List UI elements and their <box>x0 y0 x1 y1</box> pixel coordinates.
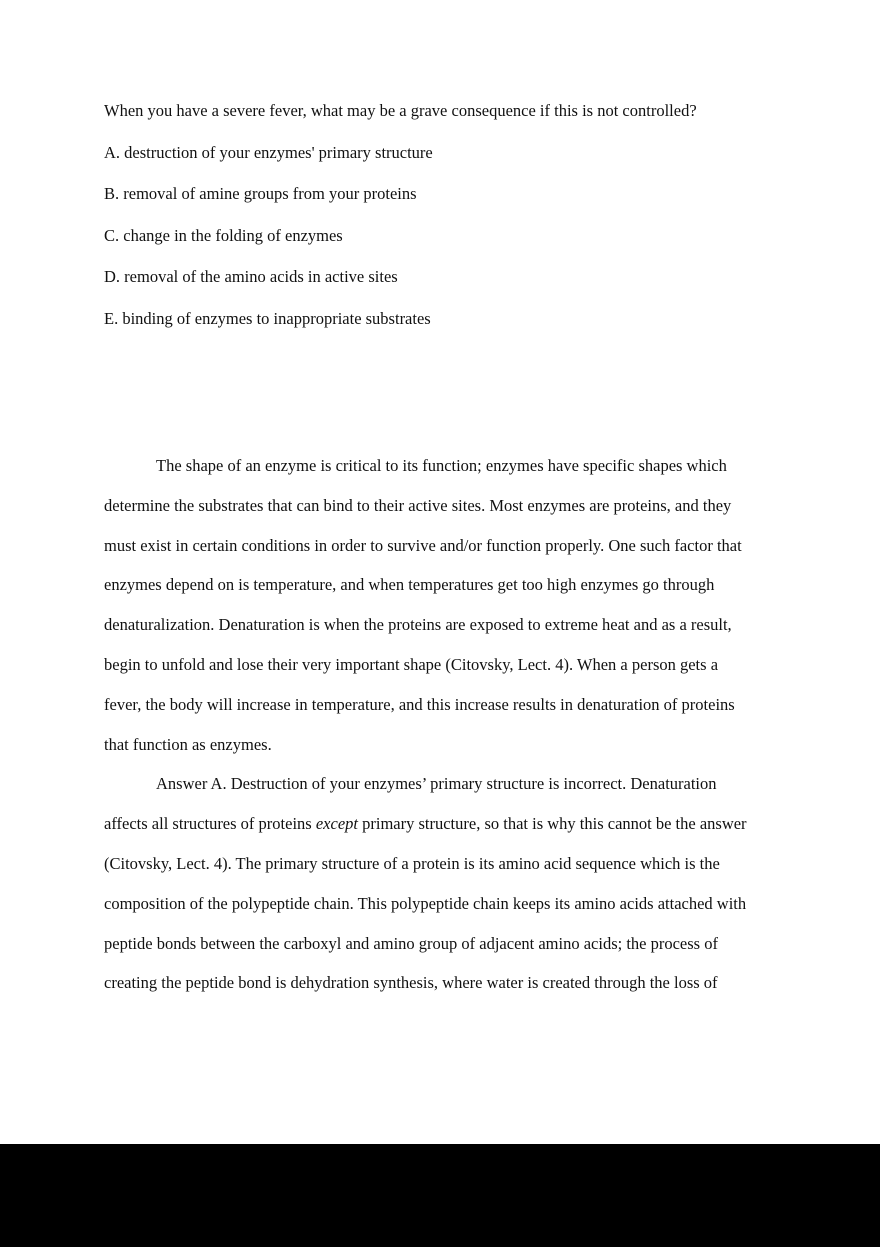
paragraph-line: denaturalization. Denaturation is when the proteins are exposed to extreme heat and as a result, <box>104 615 732 635</box>
paragraph-line: fever, the body will increase in temperature, and this increase results in denaturation of proteins <box>104 694 735 714</box>
paragraph-line: The shape of an enzyme is critical to its function; enzymes have specific shapes which <box>156 456 727 475</box>
text-run: primary structure, so that is why this cannot be the answer <box>357 814 747 834</box>
question-block <box>104 101 804 350</box>
essay-body <box>104 456 784 1013</box>
question-prompt: When you have a severe fever, what may be a grave consequence if this is not controlled? <box>104 101 697 120</box>
option-c: C. change in the folding of enzymes <box>104 225 343 245</box>
paragraph-line: peptide bonds between the carboxyl and amino group of adjacent amino acids; the process of <box>104 933 718 953</box>
paragraph-line: must exist in certain conditions in order to survive and/or function properly. One such factor that <box>104 535 742 555</box>
paragraph-line: begin to unfold and lose their very important shape (Citovsky, Lect. 4). When a person gets a <box>104 654 719 674</box>
option-b: B. removal of amine groups from your proteins <box>104 184 417 203</box>
italic-emphasis: except <box>315 814 358 834</box>
text-run: affects all structures of proteins <box>104 814 316 834</box>
paragraph-line: enzymes depend on is temperature, and when temperatures get too high enzymes go through <box>104 575 715 595</box>
paragraph-line: (Citovsky, Lect. 4). The primary structure of a protein is its amino acid sequence which is the <box>104 853 720 873</box>
option-e: E. binding of enzymes to inappropriate substrates <box>104 308 431 328</box>
paragraph-line <box>104 814 784 834</box>
paragraph-line: composition of the polypeptide chain. This polypeptide chain keeps its amino acids attached with <box>104 893 747 913</box>
paragraph-2 <box>104 774 784 993</box>
black-bottom-bar <box>0 1144 880 1247</box>
paragraph-line: that function as enzymes. <box>104 734 272 754</box>
option-d: D. removal of the amino acids in active sites <box>104 267 398 286</box>
paragraph-line: creating the peptide bond is dehydration synthesis, where water is created through the loss of <box>104 973 718 993</box>
paragraph-1 <box>104 456 784 755</box>
option-a: A. destruction of your enzymes' primary structure <box>104 142 433 162</box>
paragraph-line: Answer A. Destruction of your enzymes’ primary structure is incorrect. Denaturation <box>156 774 717 794</box>
paragraph-line: determine the substrates that can bind to their active sites. Most enzymes are proteins, and they <box>104 495 732 515</box>
